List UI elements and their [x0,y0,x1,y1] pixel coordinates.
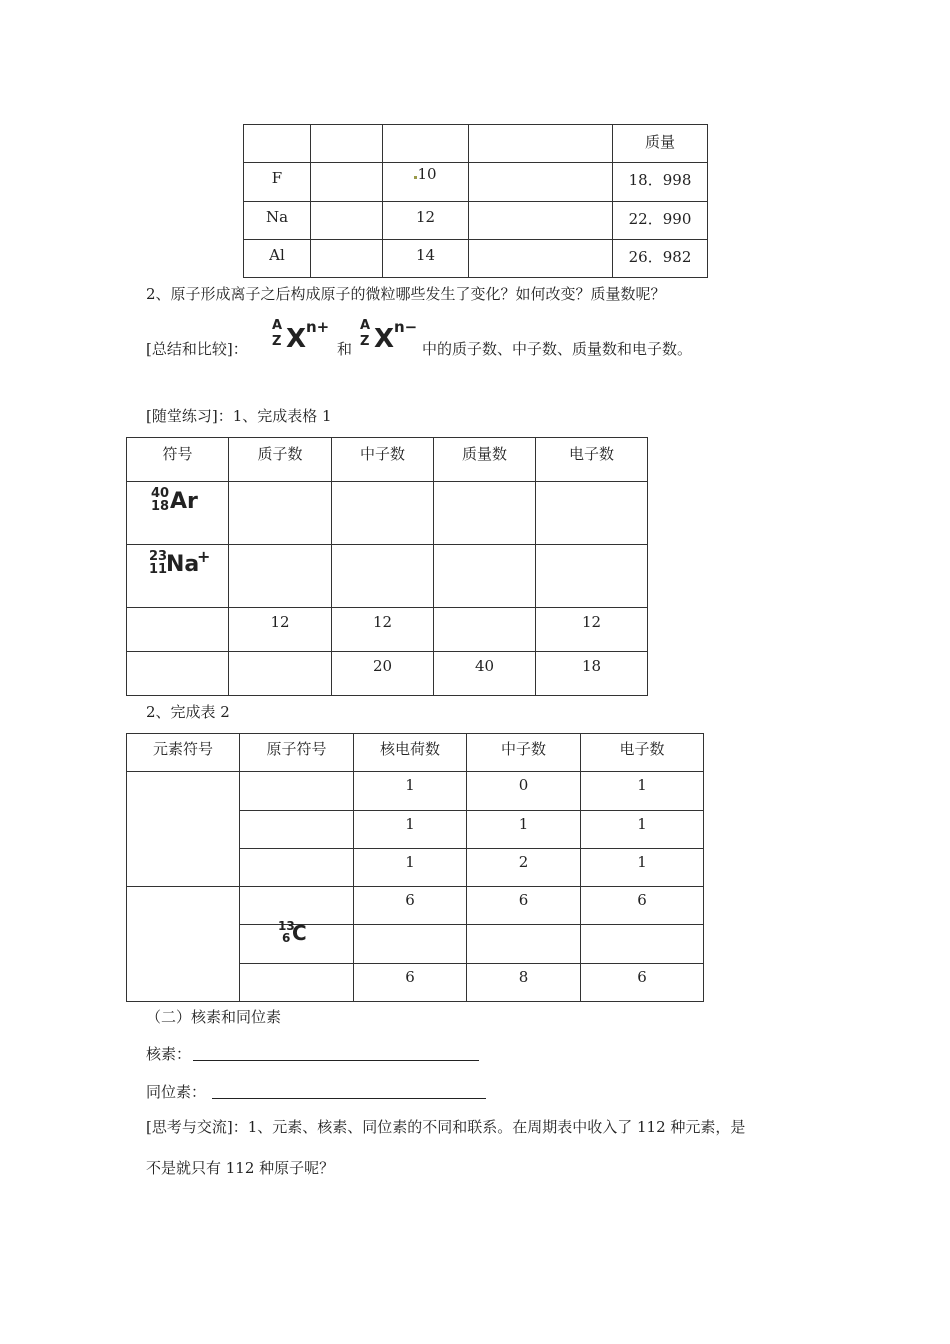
cell [127,652,229,696]
cell [354,925,467,964]
cell: 6 [354,887,467,925]
header-cell: 质量数 [434,438,536,482]
header-cell: 原子符号 [240,734,354,772]
summary-suffix: 中的质子数、中子数、质量数和电子数。 [422,340,693,358]
nuclide-blank[interactable] [193,1046,479,1061]
cell [311,163,383,202]
cell: 1 [581,811,704,849]
table-2 [126,733,704,1002]
section-2-title: （二）核素和同位素 [146,1008,282,1026]
ion-notation-positive: A Z X n+ [272,318,330,354]
cell: 6 [354,964,467,1002]
cell: 8 [467,964,581,1002]
cell [311,240,383,278]
cell [244,125,311,163]
cell [332,482,434,545]
think-line-1: [思考与交流]：1、元素、核素、同位素的不同和联系。在周期表中收入了 112 种元素，是 [146,1118,746,1136]
cell: 1 [354,849,467,887]
cell: 18 [536,652,648,696]
cell: 6 [581,887,704,925]
cell: 2 [467,849,581,887]
header-cell: 中子数 [467,734,581,772]
cell: 20 [332,652,434,696]
cell: 10 [383,163,469,202]
nuclide-label: 核素： [146,1045,192,1063]
cell: 12 [332,608,434,652]
cell [229,482,332,545]
cell [229,652,332,696]
cell [536,482,648,545]
cell: 14 [383,240,469,278]
cell [467,925,581,964]
cell [434,482,536,545]
top-table [243,124,708,278]
ion-notation-negative: A Z X n− [360,318,418,354]
cell [383,125,469,163]
mass-cell: 18．998 [613,163,708,202]
cell [311,125,383,163]
cell [311,202,383,240]
cell: 1 [581,849,704,887]
cell: 12 [229,608,332,652]
isotope-blank[interactable] [212,1084,486,1099]
connector-text: 和 [337,340,353,358]
element-cell: F [244,163,311,202]
cell [434,545,536,608]
cell: 0 [467,772,581,811]
table2-title: 2、完成表 2 [146,703,230,721]
cell [240,964,354,1002]
header-cell: 电子数 [581,734,704,772]
cell [240,772,354,811]
cell [127,608,229,652]
cell [469,202,613,240]
nuclide-cell-c13: 13 6 C [240,925,354,964]
header-cell: 元素符号 [127,734,240,772]
cell [229,545,332,608]
isotope-label: 同位素： [146,1083,207,1101]
mass-header: 质量 [613,125,708,163]
cell [469,163,613,202]
cell [240,849,354,887]
header-cell: 中子数 [332,438,434,482]
question-2: 2、原子形成离子之后构成原子的微粒哪些发生了变化？如何改变？质量数呢？ [146,285,666,303]
cell: 1 [354,772,467,811]
cell: 40 [434,652,536,696]
cell: 1 [354,811,467,849]
mass-cell: 26．982 [613,240,708,278]
summary-prefix: [总结和比较]： [146,340,248,358]
element-cell-carbon [127,887,240,1002]
header-cell: 质子数 [229,438,332,482]
cell [536,545,648,608]
element-cell-hydrogen [127,772,240,887]
cell [469,125,613,163]
element-cell: Na [244,202,311,240]
cell [581,925,704,964]
cell [332,545,434,608]
mass-cell: 22．990 [613,202,708,240]
nuclide-cell-na: 23 11 Na + [127,545,229,608]
cell [469,240,613,278]
think-line-2: 不是就只有 112 种原子呢？ [146,1159,335,1177]
element-cell: Al [244,240,311,278]
cell [434,608,536,652]
cell: 12 [536,608,648,652]
cell: 1 [467,811,581,849]
header-cell: 电子数 [536,438,648,482]
table-1 [126,437,648,696]
cell [240,811,354,849]
cell: 1 [581,772,704,811]
nuclide-cell-ar: 40 18 Ar [127,482,229,545]
practice-title: [随堂练习]：1、完成表格 1 [146,407,332,425]
cell: 6 [467,887,581,925]
header-cell: 核电荷数 [354,734,467,772]
header-cell: 符号 [127,438,229,482]
cell: 6 [581,964,704,1002]
cell: 12 [383,202,469,240]
